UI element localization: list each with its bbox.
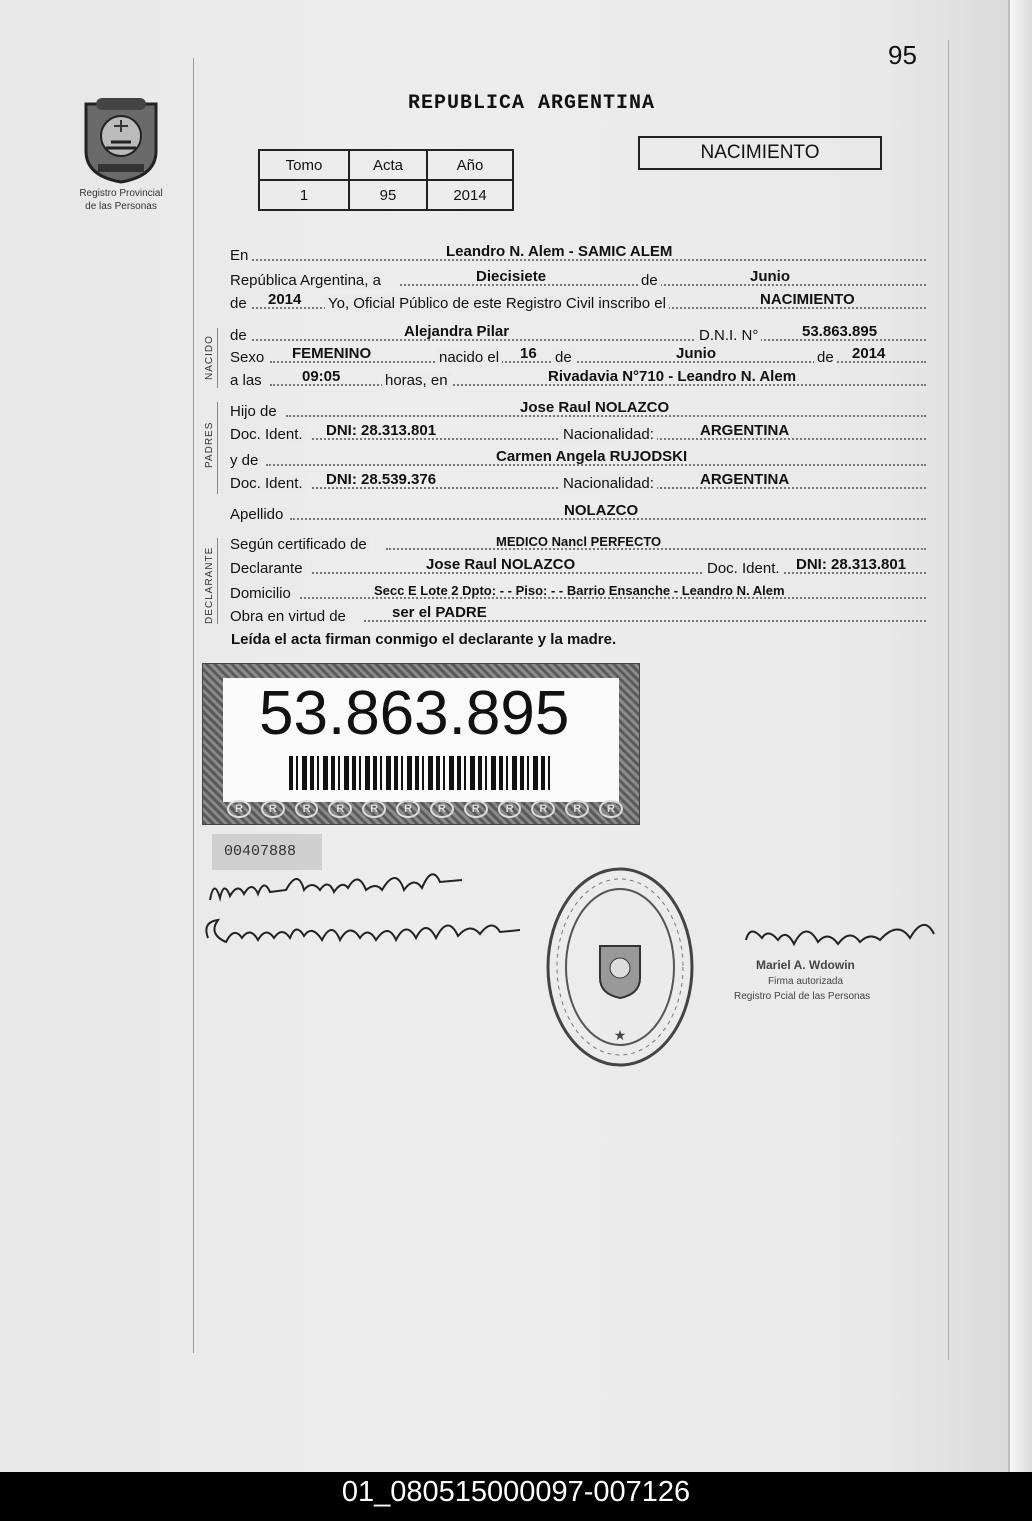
value-birth-year: 2014 xyxy=(852,345,886,362)
value-apellido: NOLAZCO xyxy=(564,502,639,519)
value-dni: 53.863.895 xyxy=(802,323,878,340)
value-father-doc: DNI: 28.313.801 xyxy=(326,422,437,439)
band-mark: R xyxy=(396,800,420,818)
paper-edge xyxy=(1008,0,1032,1472)
value-domicilio: Secc E Lote 2 Dpto: - - Piso: - - Barrio Ensanche - Leandro N. Alem xyxy=(374,583,785,598)
label-de-birth-year: de xyxy=(814,349,837,366)
label-domicilio: Domicilio xyxy=(230,585,294,602)
label-oficial: Yo, Oficial Público de este Registro Civil inscribo el xyxy=(325,295,669,312)
sticker-security-band xyxy=(227,800,623,818)
svg-text:★: ★ xyxy=(613,1027,627,1043)
registry-table-values xyxy=(259,180,513,210)
label-mother-doc: Doc. Ident. xyxy=(230,475,306,492)
serial-number: 00407888 xyxy=(212,834,322,870)
row-mother-doc xyxy=(230,470,926,492)
label-de-birth-month: de xyxy=(552,349,575,366)
row-place xyxy=(230,242,926,264)
band-mark: R xyxy=(531,800,555,818)
value-mother-nationality: ARGENTINA xyxy=(700,471,790,488)
label-obra: Obra en virtud de xyxy=(230,608,349,625)
value-act: NACIMIENTO xyxy=(760,291,855,308)
logo-caption-line1: Registro Provincial xyxy=(79,188,163,199)
official-stamp xyxy=(540,860,700,1075)
value-declarante: Jose Raul NOLAZCO xyxy=(426,556,576,573)
page-number: 95 xyxy=(888,40,917,70)
row-date xyxy=(230,267,926,289)
value-birth-month: Junio xyxy=(676,345,716,362)
row-certificado xyxy=(230,531,926,553)
band-mark: R xyxy=(328,800,352,818)
row-mother xyxy=(230,447,926,469)
value-father: Jose Raul NOLAZCO xyxy=(520,399,670,416)
header-anio: Año xyxy=(427,150,513,180)
label-sexo: Sexo xyxy=(230,349,267,366)
handwritten-signatures xyxy=(200,860,540,970)
value-child-name: Alejandra Pilar xyxy=(404,323,510,340)
row-birth-place xyxy=(230,367,926,389)
right-margin-line xyxy=(948,40,949,1360)
value-anio: 2014 xyxy=(427,180,513,210)
left-margin-line xyxy=(193,58,194,1353)
registry-table-header xyxy=(259,150,513,180)
band-mark: R xyxy=(295,800,319,818)
header-tomo: Tomo xyxy=(259,150,349,180)
row-child-name xyxy=(230,322,926,344)
band-mark: R xyxy=(599,800,623,818)
mother-signature xyxy=(206,920,520,942)
row-obra xyxy=(230,603,926,625)
label-a-las: a las xyxy=(230,372,265,389)
logo-caption-line2: de las Personas xyxy=(85,201,157,212)
document-heading: REPUBLICA ARGENTINA xyxy=(408,92,656,115)
value-registry-place: Leandro N. Alem - SAMIC ALEM xyxy=(446,243,673,260)
label-father-doc: Doc. Ident. xyxy=(230,426,306,443)
label-en: En xyxy=(230,247,251,264)
value-acta: 95 xyxy=(349,180,427,210)
value-certificado: MEDICO Nancl PERFECTO xyxy=(496,534,662,549)
band-mark: R xyxy=(261,800,285,818)
band-mark: R xyxy=(498,800,522,818)
official-office: Registro Pcial de las Personas xyxy=(734,991,871,1002)
side-label-nacido: NACIDO xyxy=(204,335,215,380)
value-month: Junio xyxy=(750,268,790,285)
value-obra: ser el PADRE xyxy=(392,604,487,621)
closing-statement: Leída el acta firman conmigo el declarante y la madre. xyxy=(231,631,617,648)
header-acta: Acta xyxy=(349,150,427,180)
value-birth-day: 16 xyxy=(520,345,537,362)
registry-table xyxy=(258,149,514,211)
value-birth-place: Rivadavia N°710 - Leandro N. Alem xyxy=(548,368,797,385)
row-domicilio xyxy=(230,580,926,602)
band-mark: R xyxy=(565,800,589,818)
label-nacido-el: nacido el xyxy=(436,349,502,366)
side-label-declarante: DECLARANTE xyxy=(204,546,215,624)
official-role: Firma autorizada xyxy=(768,976,844,987)
row-father-doc xyxy=(230,421,926,443)
value-declarante-doc: DNI: 28.313.801 xyxy=(796,556,907,573)
file-id-footer: 01_080515000097-007126 xyxy=(0,1472,1032,1521)
label-father-nationality: Nacionalidad: xyxy=(560,426,657,443)
label-mother-nationality: Nacionalidad: xyxy=(560,475,657,492)
label-declarante-doc: Doc. Ident. xyxy=(704,560,783,577)
label-y-de: y de xyxy=(230,452,261,469)
side-label-padres: PADRES xyxy=(204,421,215,468)
value-father-nationality: ARGENTINA xyxy=(700,422,790,439)
label-hijo-de: Hijo de xyxy=(230,403,280,420)
band-mark: R xyxy=(362,800,386,818)
value-sexo: FEMENINO xyxy=(292,345,372,362)
row-declarante xyxy=(230,555,926,577)
barcode xyxy=(289,756,551,790)
value-year: 2014 xyxy=(268,291,302,308)
label-certificado: Según certificado de xyxy=(230,536,370,553)
value-day: Diecisiete xyxy=(476,268,547,285)
value-mother: Carmen Angela RUJODSKI xyxy=(496,448,688,465)
label-de-year: de xyxy=(230,295,250,312)
value-mother-doc: DNI: 28.539.376 xyxy=(326,471,437,488)
value-time: 09:05 xyxy=(302,368,341,385)
record-type-box: NACIMIENTO xyxy=(638,136,882,170)
official-name: Mariel A. Wdowin xyxy=(756,958,855,972)
label-republica: República Argentina, a xyxy=(230,272,384,289)
row-apellido xyxy=(230,501,926,523)
row-inscription xyxy=(230,290,926,312)
coat-of-arms-icon xyxy=(76,96,166,186)
band-mark: R xyxy=(464,800,488,818)
label-apellido: Apellido xyxy=(230,506,286,523)
sticker-dni-number: 53.863.895 xyxy=(259,679,570,748)
authorized-signature-block xyxy=(728,910,948,1002)
label-de-month: de xyxy=(638,272,661,289)
row-birth xyxy=(230,344,926,366)
father-signature xyxy=(210,874,462,900)
label-declarante: Declarante xyxy=(230,560,306,577)
label-horas: horas, en xyxy=(382,372,451,389)
registry-logo xyxy=(66,96,176,212)
value-tomo: 1 xyxy=(259,180,349,210)
band-mark: R xyxy=(227,800,251,818)
label-de-name: de xyxy=(230,327,250,344)
row-father xyxy=(230,398,926,420)
dni-sticker xyxy=(202,663,640,825)
band-mark: R xyxy=(430,800,454,818)
label-dni: D.N.I. N° xyxy=(696,327,761,344)
